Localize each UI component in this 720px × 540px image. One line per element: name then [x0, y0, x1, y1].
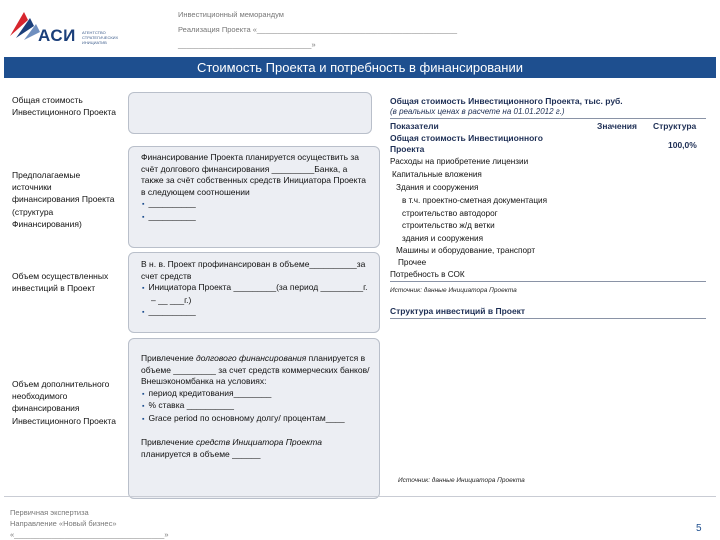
- divider: [390, 318, 706, 319]
- header-project-line-2: ________________________________»: [178, 40, 316, 49]
- col-structure: Структура: [653, 121, 697, 131]
- table-row: Капитальные вложения: [392, 170, 482, 179]
- cost-table-heading: Общая стоимость Инвестиционного Проекта, тыс. руб.: [390, 96, 623, 106]
- investments-made-text: В н. в. Проект профинансирован в объеме__________за счет средств: [141, 259, 366, 281]
- table-row: строительство автодорог: [402, 209, 498, 218]
- header-project-line: Реализация Проекта «________________________________________________: [178, 25, 458, 34]
- label-total-cost: Общая стоимость Инвестиционного Проекта: [12, 95, 116, 118]
- header-memorandum: Инвестиционный меморандум: [178, 10, 284, 19]
- investments-made-list: [141, 282, 371, 319]
- divider: [390, 281, 706, 282]
- table-row: Потребность в СОК: [390, 270, 465, 279]
- list-item: ▪ Инициатора Проекта _________(за период _________г. – __ ___г.): [151, 282, 371, 306]
- footer-direction: Направление «Новый бизнес»: [10, 519, 117, 528]
- additional-financing-box[interactable]: [128, 338, 380, 499]
- list-item: ▪ период кредитования________: [151, 388, 371, 401]
- label-investments-made: Объем осуществленных инвестиций в Проект: [12, 271, 109, 294]
- divider: [390, 118, 706, 119]
- table-row: Прочее: [398, 258, 427, 267]
- initiator-funds-text: Привлечение средств Инициатора Проекта планируется в объеме ______: [141, 437, 322, 459]
- list-item: ▪ Grace period по основному долгу/ процентам____: [151, 413, 371, 426]
- debt-financing-text: Привлечение долгового финансирования планируется в объеме _________ за счет средств коммерческих банков/ Внешэкономбанка на условиях:: [141, 353, 370, 386]
- table-row: здания и сооружения: [402, 234, 484, 243]
- funding-sources-text: Финансирование Проекта планируется осуществить за счёт долгового финансирования _________Банка, а также за счёт собственных средств Инициатора Проекта в следующем соотношении: [141, 152, 366, 197]
- page-title: Стоимость Проекта и потребность в финансировании: [4, 57, 716, 78]
- list-item: ▪ __________: [151, 211, 371, 224]
- label-additional-financing: Объем дополнительного необходимого финансирования Инвестиционного Проекта: [12, 379, 116, 426]
- debt-terms-list: [141, 388, 371, 426]
- cost-table-subheading: (в реальных ценах в расчете на 01.01.2012 г.): [390, 107, 565, 116]
- source-note: Источник: данные Инициатора Проекта: [390, 287, 517, 294]
- total-cost-box[interactable]: [128, 92, 372, 134]
- col-values: Значения: [597, 121, 637, 131]
- table-row: Машины и оборудование, транспорт: [396, 246, 536, 255]
- footer-expertise: Первичная экспертиза: [10, 508, 89, 517]
- total-structure-value: 100,0%: [668, 140, 697, 150]
- footer-project: «____________________________________»: [10, 530, 169, 539]
- source-note: Источник: данные Инициатора Проекта: [398, 477, 525, 484]
- total-row-label-2: Проекта: [390, 144, 425, 154]
- list-item: ▪ __________: [151, 198, 371, 211]
- col-indicators: Показатели: [390, 121, 439, 131]
- table-row: в т.ч. проектно-сметная документация: [402, 196, 548, 205]
- list-item: ▪ % ставка __________: [151, 400, 371, 413]
- logo-text: АСИ: [38, 26, 76, 45]
- logo-subtitle: АГЕНТСТВО СТРАТЕГИЧЕСКИХ ИНИЦИАТИВ: [82, 30, 119, 45]
- page-number: 5: [696, 523, 702, 534]
- structure-heading: Структура инвестиций в Проект: [390, 306, 526, 316]
- list-item: ▪ __________: [151, 306, 371, 319]
- footer-divider: [4, 496, 716, 497]
- table-row: Здания и сооружения: [396, 183, 479, 192]
- funding-sources-box[interactable]: [128, 146, 380, 248]
- funding-sources-list: [141, 198, 371, 223]
- table-row: строительство ж/д ветки: [402, 221, 495, 230]
- table-row: Расходы на приобретение лицензии: [390, 157, 529, 166]
- investments-made-box[interactable]: [128, 252, 380, 333]
- label-funding-sources: Предполагаемые источники финансирования Проекта (структура Финансирования): [12, 170, 115, 229]
- total-row-label-1: Общая стоимость Инвестиционного: [390, 133, 543, 143]
